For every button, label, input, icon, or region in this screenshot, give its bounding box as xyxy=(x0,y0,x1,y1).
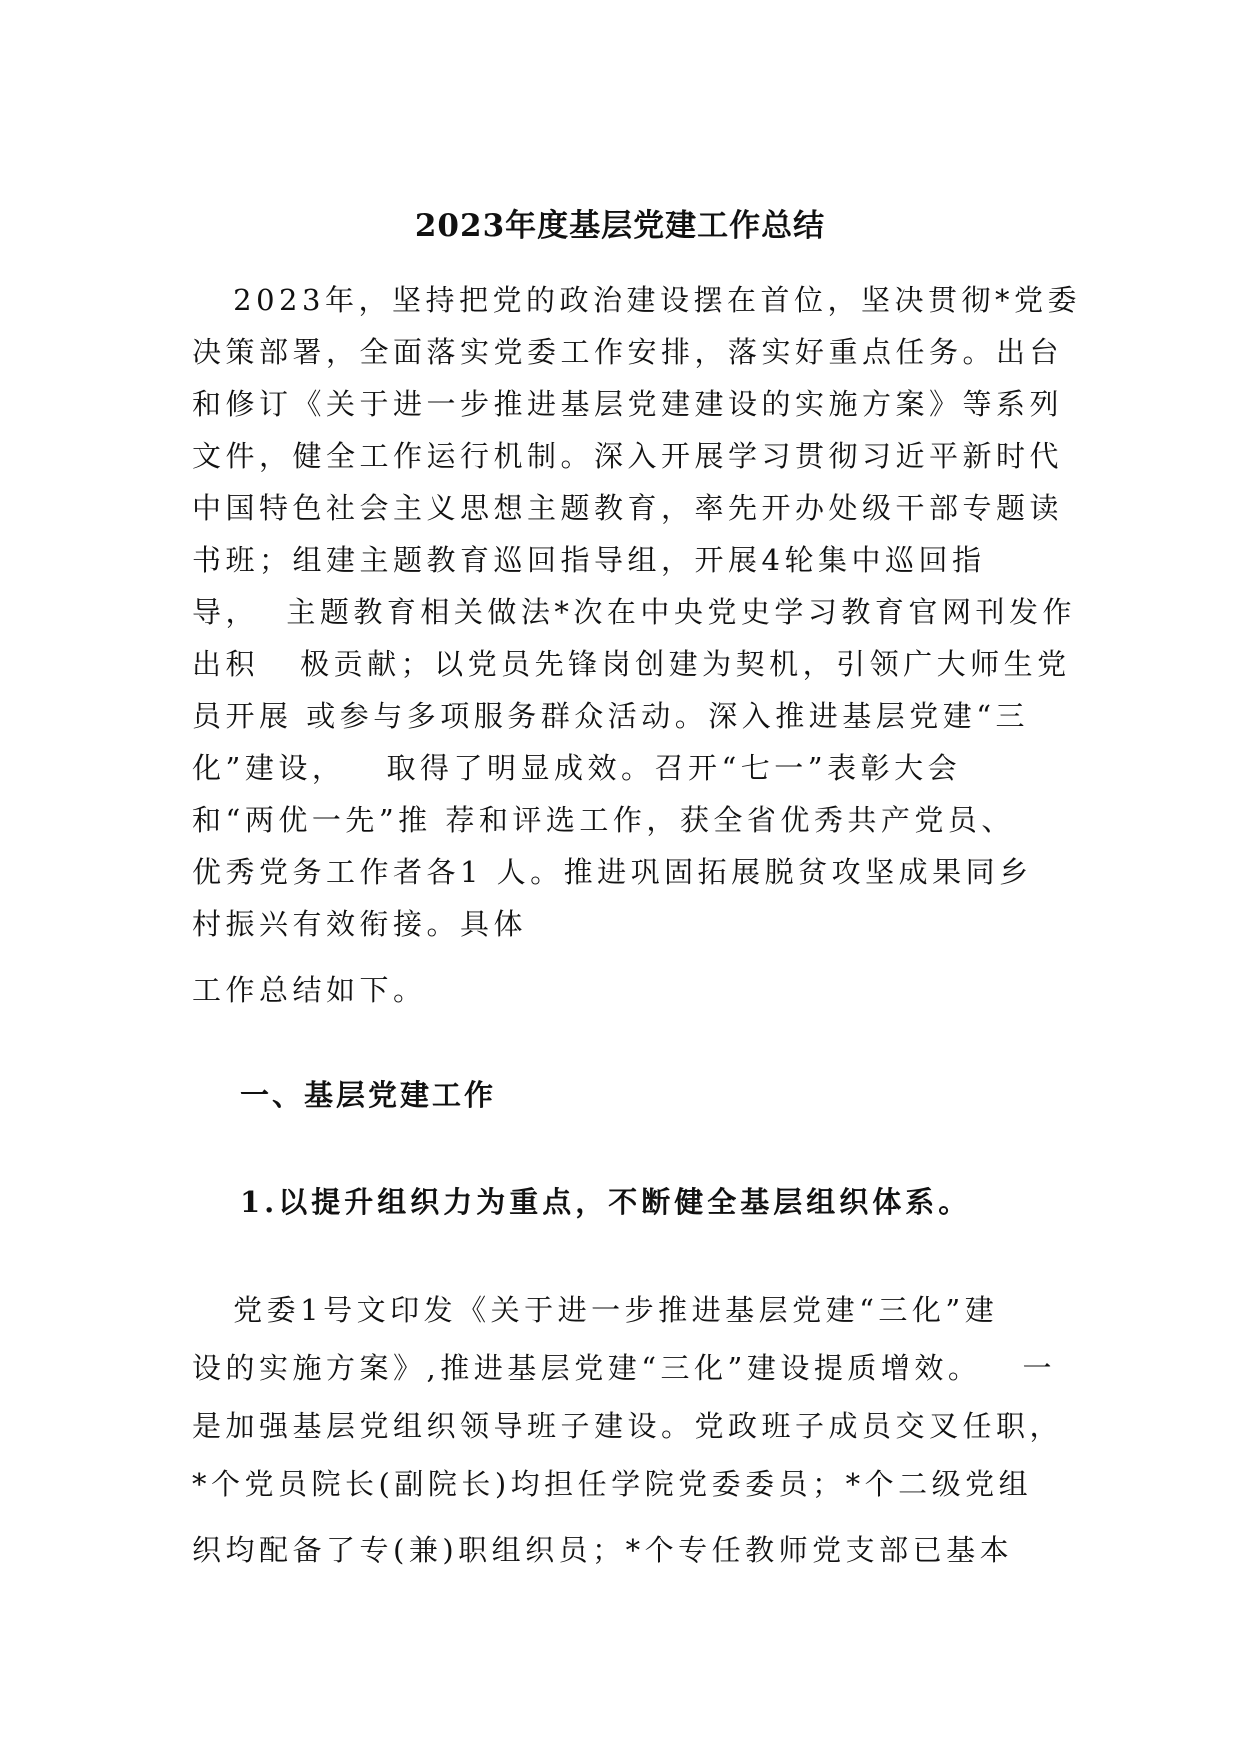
body-line: *个党员院长(副院长)均担任学院党委委员；*个二级党组 xyxy=(192,1467,1033,1501)
intro-tail: 工作总结如下。 xyxy=(192,973,427,1007)
intro-line: 书班；组建主题教育巡回指导组，开展4轮集中巡回指 xyxy=(192,543,986,577)
intro-line: 2023年，坚持把党的政治建设摆在首位，坚决贯彻*党委 xyxy=(192,283,1081,317)
intro-line: 员开展 或参与多项服务群众活动。深入推进基层党建“三 xyxy=(192,699,1030,733)
body-line: 织均配备了专(兼)职组织员；*个专任教师党支部已基本 xyxy=(192,1533,1014,1567)
body-line: 设的实施方案》,推进基层党建“三化”建设提质增效。 一 xyxy=(192,1351,1057,1385)
intro-line: 优秀党务工作者各1 人。推进巩固拓展脱贫攻坚成果同乡 xyxy=(192,855,1033,889)
intro-line: 化”建设， 取得了明显成效。召开“七一”表彰大会 xyxy=(192,751,962,785)
section-heading: 一、基层党建工作 xyxy=(240,1078,497,1112)
document-title: 2023年度基层党建工作总结 xyxy=(414,208,826,244)
intro-line: 导， 主题教育相关做法*次在中央党史学习教育官网刊发作 xyxy=(192,595,1076,629)
body-line: 党委1号文印发《关于进一步推进基层党建“三化”建 xyxy=(192,1293,999,1327)
intro-line: 文件，健全工作运行机制。深入开展学习贯彻习近平新时代 xyxy=(192,439,1064,473)
intro-line: 中国特色社会主义思想主题教育，率先开办处级干部专题读 xyxy=(192,491,1064,525)
subsection-heading: 1.以提升组织力为重点，不断健全基层组织体系。 xyxy=(240,1185,972,1219)
intro-line: 村振兴有效衔接。具体 xyxy=(192,907,528,941)
intro-line: 和修订《关于进一步推进基层党建建设的实施方案》等系列 xyxy=(192,387,1064,421)
intro-line: 和“两优一先”推 荐和评选工作，获全省优秀共产党员、 xyxy=(192,803,1015,837)
intro-line: 决策部署，全面落实党委工作安排，落实好重点任务。出台 xyxy=(192,335,1064,369)
intro-line: 出积 极贡献；以党员先锋岗创建为契机，引领广大师生党 xyxy=(192,647,1071,681)
body-line: 是加强基层党组织领导班子建设。党政班子成员交叉任职， xyxy=(192,1409,1064,1443)
